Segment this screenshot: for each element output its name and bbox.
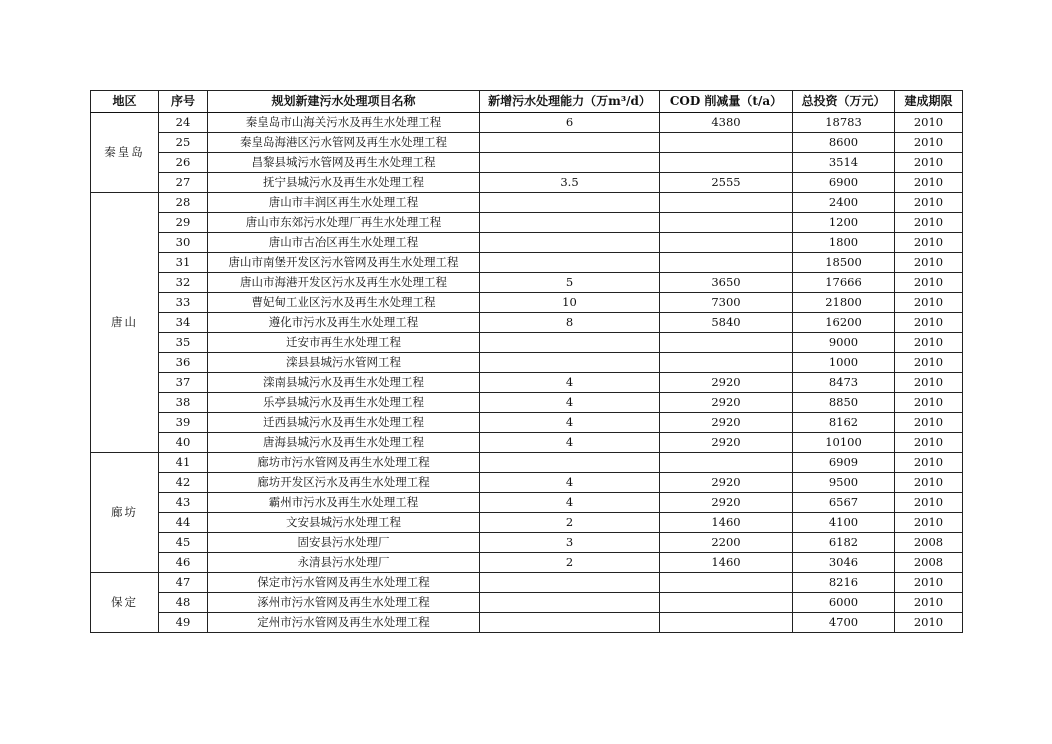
cod-reduction-cell: 3650	[660, 273, 793, 293]
deadline-cell: 2010	[895, 113, 963, 133]
cod-reduction-cell: 4380	[660, 113, 793, 133]
table-row	[91, 293, 963, 313]
capacity-cell	[480, 153, 660, 173]
header-cod-reduction: COD 削减量（t/a）	[660, 91, 793, 113]
table-row	[91, 473, 963, 493]
deadline-cell: 2010	[895, 233, 963, 253]
investment-cell: 16200	[793, 313, 895, 333]
investment-cell: 6900	[793, 173, 895, 193]
capacity-cell: 3.5	[480, 173, 660, 193]
row-number: 38	[159, 393, 208, 413]
region-cell: 秦皇岛	[91, 113, 159, 193]
cod-reduction-cell	[660, 613, 793, 633]
table-row	[91, 433, 963, 453]
row-number: 29	[159, 213, 208, 233]
capacity-cell	[480, 333, 660, 353]
row-number: 28	[159, 193, 208, 213]
header-deadline: 建成期限	[895, 91, 963, 113]
cod-reduction-cell: 2920	[660, 433, 793, 453]
deadline-cell: 2008	[895, 533, 963, 553]
capacity-cell: 2	[480, 553, 660, 573]
investment-cell: 8216	[793, 573, 895, 593]
investment-cell: 6909	[793, 453, 895, 473]
table-row	[91, 453, 963, 473]
row-number: 49	[159, 613, 208, 633]
investment-cell: 2400	[793, 193, 895, 213]
row-number: 33	[159, 293, 208, 313]
row-number: 47	[159, 573, 208, 593]
deadline-cell: 2010	[895, 253, 963, 273]
deadline-cell: 2010	[895, 333, 963, 353]
project-name: 保定市污水管网及再生水处理工程	[208, 573, 480, 593]
project-name: 滦县县城污水管网工程	[208, 353, 480, 373]
header-capacity: 新增污水处理能力（万m³/d）	[480, 91, 660, 113]
deadline-cell: 2010	[895, 373, 963, 393]
investment-cell: 18500	[793, 253, 895, 273]
investment-cell: 17666	[793, 273, 895, 293]
investment-cell: 8850	[793, 393, 895, 413]
deadline-cell: 2010	[895, 453, 963, 473]
project-name: 唐海县城污水及再生水处理工程	[208, 433, 480, 453]
deadline-cell: 2010	[895, 593, 963, 613]
header-project-name: 规划新建污水处理项目名称	[208, 91, 480, 113]
row-number: 24	[159, 113, 208, 133]
row-number: 48	[159, 593, 208, 613]
project-name: 永清县污水处理厂	[208, 553, 480, 573]
capacity-cell	[480, 133, 660, 153]
project-name: 定州市污水管网及再生水处理工程	[208, 613, 480, 633]
cod-reduction-cell: 2200	[660, 533, 793, 553]
deadline-cell: 2010	[895, 433, 963, 453]
row-number: 37	[159, 373, 208, 393]
table-row	[91, 373, 963, 393]
wastewater-project-table	[90, 90, 963, 633]
cod-reduction-cell	[660, 153, 793, 173]
capacity-cell: 6	[480, 113, 660, 133]
deadline-cell: 2010	[895, 573, 963, 593]
capacity-cell	[480, 353, 660, 373]
cod-reduction-cell: 1460	[660, 553, 793, 573]
deadline-cell: 2010	[895, 153, 963, 173]
table-row	[91, 273, 963, 293]
deadline-cell: 2010	[895, 473, 963, 493]
capacity-cell	[480, 453, 660, 473]
table-row	[91, 593, 963, 613]
deadline-cell: 2010	[895, 313, 963, 333]
project-name: 秦皇岛市山海关污水及再生水处理工程	[208, 113, 480, 133]
table-row	[91, 533, 963, 553]
project-name: 固安县污水处理厂	[208, 533, 480, 553]
row-number: 46	[159, 553, 208, 573]
investment-cell: 1000	[793, 353, 895, 373]
cod-reduction-cell: 2555	[660, 173, 793, 193]
investment-cell: 4700	[793, 613, 895, 633]
table-row	[91, 213, 963, 233]
cod-reduction-cell: 7300	[660, 293, 793, 313]
deadline-cell: 2010	[895, 273, 963, 293]
capacity-cell	[480, 233, 660, 253]
header-region: 地区	[91, 91, 159, 113]
investment-cell: 9500	[793, 473, 895, 493]
table-row	[91, 413, 963, 433]
capacity-cell	[480, 613, 660, 633]
capacity-cell	[480, 193, 660, 213]
table-header-row	[91, 91, 963, 113]
capacity-cell: 4	[480, 493, 660, 513]
table-row	[91, 253, 963, 273]
capacity-cell: 4	[480, 433, 660, 453]
investment-cell: 4100	[793, 513, 895, 533]
cod-reduction-cell: 2920	[660, 413, 793, 433]
table-row	[91, 353, 963, 373]
capacity-cell: 4	[480, 413, 660, 433]
row-number: 26	[159, 153, 208, 173]
deadline-cell: 2010	[895, 133, 963, 153]
deadline-cell: 2010	[895, 293, 963, 313]
deadline-cell: 2010	[895, 613, 963, 633]
row-number: 27	[159, 173, 208, 193]
deadline-cell: 2010	[895, 193, 963, 213]
cod-reduction-cell	[660, 253, 793, 273]
investment-cell: 9000	[793, 333, 895, 353]
cod-reduction-cell: 2920	[660, 373, 793, 393]
cod-reduction-cell	[660, 333, 793, 353]
project-name: 涿州市污水管网及再生水处理工程	[208, 593, 480, 613]
cod-reduction-cell: 1460	[660, 513, 793, 533]
project-name: 唐山市东郊污水处理厂再生水处理工程	[208, 213, 480, 233]
project-name: 唐山市海港开发区污水及再生水处理工程	[208, 273, 480, 293]
region-cell: 廊坊	[91, 453, 159, 573]
capacity-cell: 5	[480, 273, 660, 293]
row-number: 40	[159, 433, 208, 453]
project-name: 滦南县城污水及再生水处理工程	[208, 373, 480, 393]
header-investment: 总投资（万元）	[793, 91, 895, 113]
investment-cell: 6182	[793, 533, 895, 553]
table-row	[91, 333, 963, 353]
investment-cell: 8600	[793, 133, 895, 153]
project-name: 迁西县城污水及再生水处理工程	[208, 413, 480, 433]
deadline-cell: 2010	[895, 513, 963, 533]
row-number: 32	[159, 273, 208, 293]
table-row	[91, 393, 963, 413]
cod-reduction-cell	[660, 593, 793, 613]
investment-cell: 21800	[793, 293, 895, 313]
investment-cell: 10100	[793, 433, 895, 453]
row-number: 43	[159, 493, 208, 513]
investment-cell: 6000	[793, 593, 895, 613]
investment-cell: 18783	[793, 113, 895, 133]
cod-reduction-cell	[660, 193, 793, 213]
investment-cell: 8162	[793, 413, 895, 433]
deadline-cell: 2010	[895, 173, 963, 193]
project-name: 遵化市污水及再生水处理工程	[208, 313, 480, 333]
project-name: 乐亭县城污水及再生水处理工程	[208, 393, 480, 413]
header-number: 序号	[159, 91, 208, 113]
capacity-cell	[480, 253, 660, 273]
row-number: 45	[159, 533, 208, 553]
row-number: 41	[159, 453, 208, 473]
capacity-cell: 10	[480, 293, 660, 313]
project-name: 霸州市污水及再生水处理工程	[208, 493, 480, 513]
row-number: 36	[159, 353, 208, 373]
row-number: 31	[159, 253, 208, 273]
cod-reduction-cell: 2920	[660, 493, 793, 513]
region-cell: 唐山	[91, 193, 159, 453]
capacity-cell: 4	[480, 373, 660, 393]
investment-cell: 1200	[793, 213, 895, 233]
project-name: 抚宁县城污水及再生水处理工程	[208, 173, 480, 193]
capacity-cell: 2	[480, 513, 660, 533]
table-row	[91, 493, 963, 513]
capacity-cell: 8	[480, 313, 660, 333]
table-row	[91, 193, 963, 213]
project-name: 昌黎县城污水管网及再生水处理工程	[208, 153, 480, 173]
row-number: 34	[159, 313, 208, 333]
project-name: 文安县城污水处理工程	[208, 513, 480, 533]
row-number: 30	[159, 233, 208, 253]
table-body	[91, 113, 963, 633]
table-row	[91, 553, 963, 573]
table-row	[91, 313, 963, 333]
project-name: 秦皇岛海港区污水管网及再生水处理工程	[208, 133, 480, 153]
cod-reduction-cell: 5840	[660, 313, 793, 333]
capacity-cell	[480, 213, 660, 233]
capacity-cell	[480, 593, 660, 613]
table-row	[91, 513, 963, 533]
table-row	[91, 233, 963, 253]
cod-reduction-cell: 2920	[660, 393, 793, 413]
table-row	[91, 153, 963, 173]
table-row	[91, 133, 963, 153]
investment-cell: 6567	[793, 493, 895, 513]
row-number: 25	[159, 133, 208, 153]
project-name: 唐山市古冶区再生水处理工程	[208, 233, 480, 253]
deadline-cell: 2010	[895, 213, 963, 233]
table-row	[91, 613, 963, 633]
investment-cell: 1800	[793, 233, 895, 253]
deadline-cell: 2010	[895, 493, 963, 513]
project-name: 唐山市丰润区再生水处理工程	[208, 193, 480, 213]
project-name: 迁安市再生水处理工程	[208, 333, 480, 353]
project-name: 廊坊开发区污水及再生水处理工程	[208, 473, 480, 493]
investment-cell: 3514	[793, 153, 895, 173]
cod-reduction-cell	[660, 453, 793, 473]
row-number: 39	[159, 413, 208, 433]
capacity-cell: 4	[480, 393, 660, 413]
project-name: 廊坊市污水管网及再生水处理工程	[208, 453, 480, 473]
cod-reduction-cell	[660, 573, 793, 593]
capacity-cell	[480, 573, 660, 593]
row-number: 44	[159, 513, 208, 533]
deadline-cell: 2008	[895, 553, 963, 573]
investment-cell: 3046	[793, 553, 895, 573]
deadline-cell: 2010	[895, 393, 963, 413]
cod-reduction-cell	[660, 213, 793, 233]
row-number: 35	[159, 333, 208, 353]
region-cell: 保定	[91, 573, 159, 633]
row-number: 42	[159, 473, 208, 493]
capacity-cell: 4	[480, 473, 660, 493]
deadline-cell: 2010	[895, 353, 963, 373]
project-name: 唐山市南堡开发区污水管网及再生水处理工程	[208, 253, 480, 273]
investment-cell: 8473	[793, 373, 895, 393]
cod-reduction-cell	[660, 233, 793, 253]
cod-reduction-cell	[660, 353, 793, 373]
cod-reduction-cell: 2920	[660, 473, 793, 493]
table-row	[91, 573, 963, 593]
project-name: 曹妃甸工业区污水及再生水处理工程	[208, 293, 480, 313]
deadline-cell: 2010	[895, 413, 963, 433]
capacity-cell: 3	[480, 533, 660, 553]
table-row	[91, 173, 963, 193]
table-row	[91, 113, 963, 133]
cod-reduction-cell	[660, 133, 793, 153]
